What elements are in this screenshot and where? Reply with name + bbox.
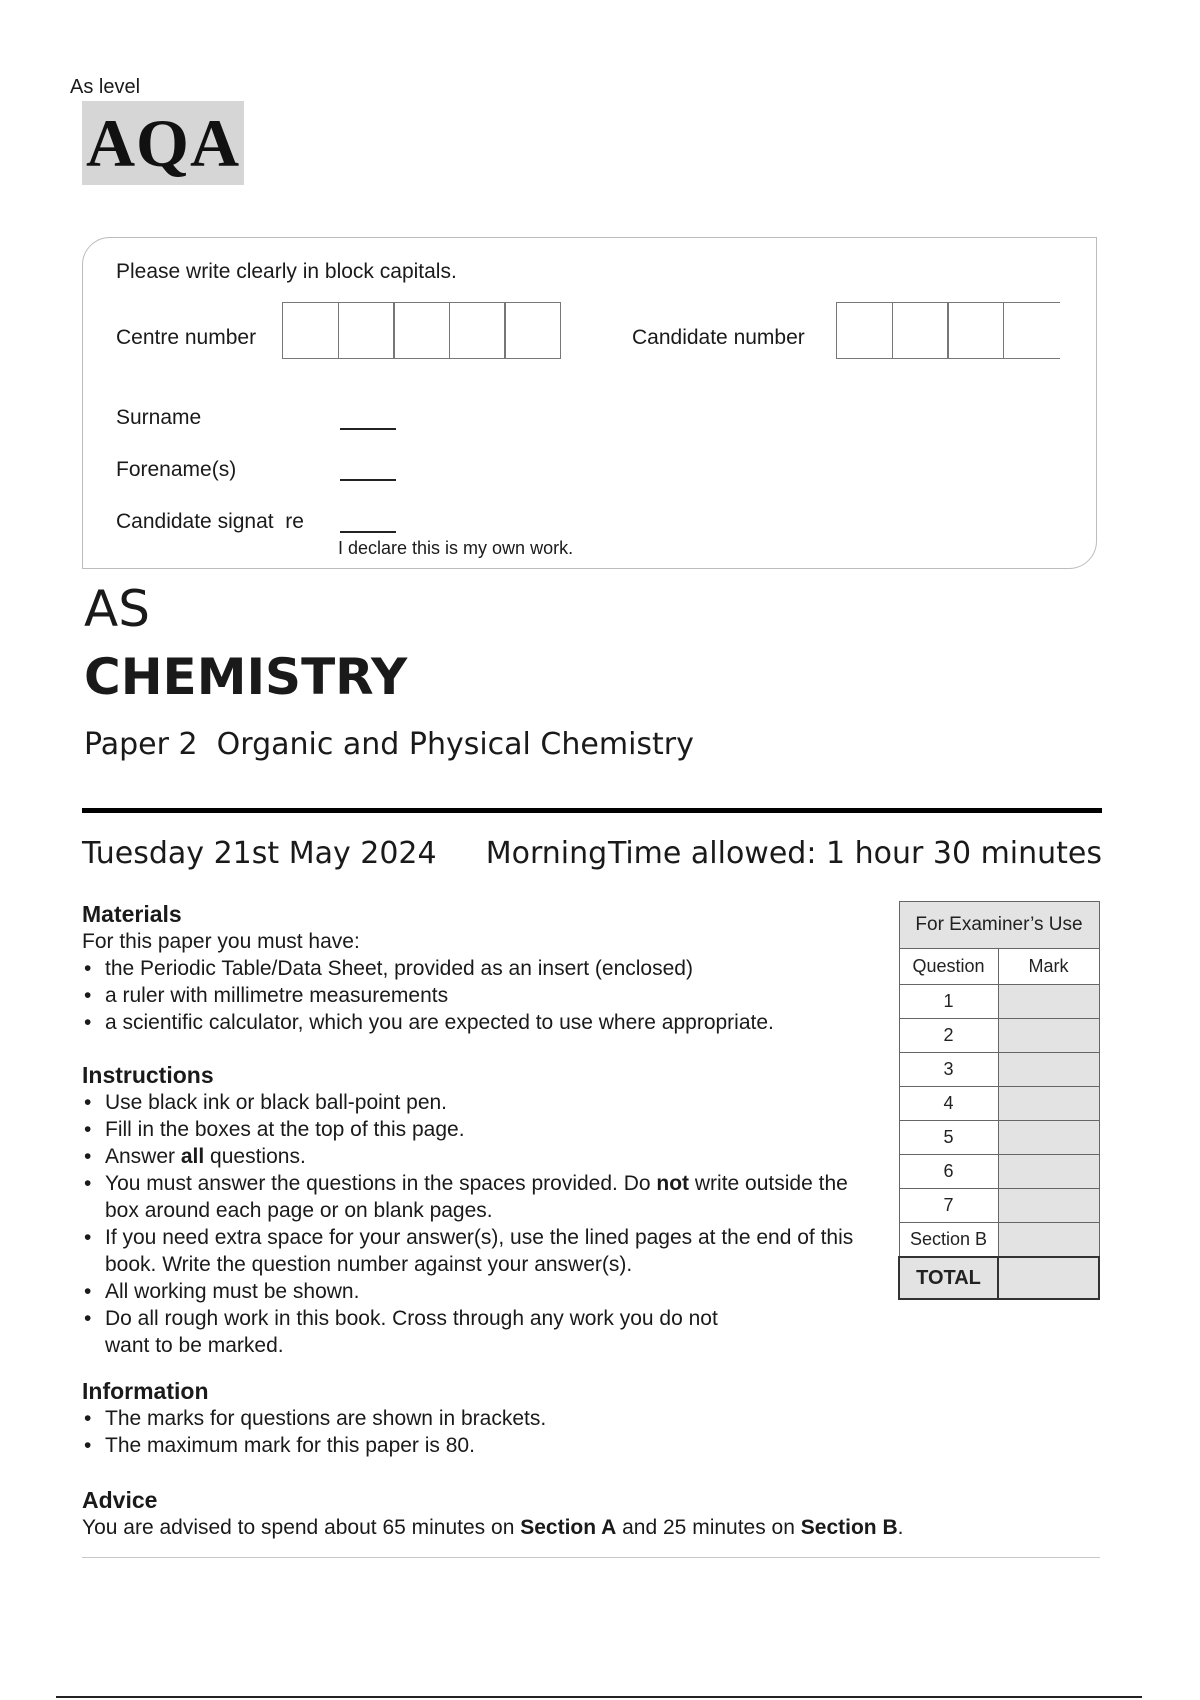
- declaration-text: I declare this is my own work.: [338, 538, 574, 558]
- exam-date: Tuesday 21st May 2024: [82, 836, 437, 871]
- level-label: As level: [70, 76, 141, 98]
- advice-heading: Advice: [82, 1487, 158, 1513]
- information-item: • The marks for questions are shown in brackets.: [82, 1405, 882, 1432]
- candidate-digit-box[interactable]: [892, 302, 949, 359]
- mark-column-header: Mark: [998, 949, 1099, 985]
- subject-title: CHEMISTRY: [84, 648, 408, 706]
- centre-number-label: Centre number: [116, 326, 257, 349]
- examiner-use-table: [898, 901, 1100, 1300]
- signature-label: Candidate signat re: [116, 510, 304, 533]
- question-number: 6: [899, 1155, 998, 1189]
- candidate-digit-box[interactable]: [1003, 302, 1060, 359]
- examiner-table-title: For Examiner’s Use: [899, 902, 1099, 949]
- advice-section: [82, 1486, 1082, 1541]
- block-capitals-instruction: Please write clearly in block capitals.: [116, 260, 457, 283]
- instruction-item: • Fill in the boxes at the top of this page.: [82, 1116, 872, 1143]
- aqa-logo: [82, 101, 244, 185]
- question-number: 2: [899, 1019, 998, 1053]
- footer-divider: [82, 1557, 1100, 1558]
- centre-digit-box[interactable]: [504, 302, 561, 359]
- signature-field[interactable]: [340, 531, 396, 533]
- table-row: [899, 1019, 1099, 1053]
- table-row: [899, 1155, 1099, 1189]
- total-row: [899, 1257, 1099, 1299]
- table-row: [899, 1223, 1099, 1258]
- mark-cell: [998, 985, 1099, 1019]
- question-number: 1: [899, 985, 998, 1019]
- title-divider: [82, 808, 1102, 813]
- instruction-item: • All working must be shown.: [82, 1278, 872, 1305]
- exam-session: Morning: [485, 836, 608, 871]
- centre-digit-box[interactable]: [393, 302, 450, 359]
- mark-cell: [998, 1019, 1099, 1053]
- instruction-item: • Answer all questions.: [82, 1143, 872, 1170]
- candidate-number-label: Candidate number: [632, 326, 805, 349]
- centre-digit-box[interactable]: [338, 302, 395, 359]
- centre-digit-box[interactable]: [282, 302, 339, 359]
- materials-item: • the Periodic Table/Data Sheet, provided as an insert (enclosed): [82, 955, 882, 982]
- question-number: Section B: [899, 1223, 998, 1258]
- surname-label: Surname: [116, 406, 202, 429]
- page-bottom-rule: [56, 1696, 1142, 1698]
- paper-title: Paper 2 Organic and Physical Chemistry: [84, 727, 694, 762]
- instruction-item: • If you need extra space for your answer(s), use the lined pages at the end of this book. Write the question number against your answer(s).: [82, 1224, 872, 1278]
- forenames-label: Forename(s): [116, 458, 237, 481]
- question-number: 4: [899, 1087, 998, 1121]
- question-column-header: Question: [899, 949, 998, 985]
- table-row: [899, 1121, 1099, 1155]
- mark-cell: [998, 1053, 1099, 1087]
- candidate-number-boxes[interactable]: [836, 302, 1058, 359]
- forenames-field[interactable]: [340, 479, 396, 481]
- mark-cell: [998, 1155, 1099, 1189]
- instruction-item: • You must answer the questions in the spaces provided. Do not write outside the box around each page or on blank pages.: [82, 1170, 872, 1224]
- total-mark-cell: [998, 1257, 1099, 1299]
- candidate-digit-box[interactable]: [947, 302, 1004, 359]
- information-heading: Information: [82, 1378, 209, 1404]
- exam-date-line: [82, 836, 607, 871]
- candidate-digit-box[interactable]: [836, 302, 893, 359]
- logo-text: AQA: [85, 105, 241, 181]
- mark-cell: [998, 1121, 1099, 1155]
- materials-item: • a ruler with millimetre measurements: [82, 982, 882, 1009]
- question-number: 5: [899, 1121, 998, 1155]
- materials-item: • a scientific calculator, which you are expected to use where appropriate.: [82, 1009, 882, 1036]
- total-label: TOTAL: [899, 1257, 998, 1299]
- information-section: [82, 1377, 882, 1459]
- instruction-item: • Use black ink or black ball-point pen.: [82, 1089, 872, 1116]
- instructions-section: [82, 1061, 872, 1359]
- materials-heading: Materials: [82, 901, 182, 927]
- advice-text: You are advised to spend about 65 minutes on Section A and 25 minutes on Section B.: [82, 1516, 904, 1539]
- mark-cell: [998, 1223, 1099, 1258]
- table-row: [899, 1189, 1099, 1223]
- materials-intro: For this paper you must have:: [82, 930, 360, 953]
- table-row: [899, 1087, 1099, 1121]
- time-allowed: Time allowed: 1 hour 30 minutes: [607, 836, 1102, 871]
- instruction-item: • Do all rough work in this book. Cross through any work you do not want to be marked.: [82, 1305, 765, 1359]
- centre-digit-box[interactable]: [449, 302, 506, 359]
- instructions-heading: Instructions: [82, 1062, 214, 1088]
- information-item: • The maximum mark for this paper is 80.: [82, 1432, 882, 1459]
- mark-cell: [998, 1087, 1099, 1121]
- question-number: 3: [899, 1053, 998, 1087]
- materials-section: [82, 900, 882, 1036]
- mark-cell: [998, 1189, 1099, 1223]
- question-number: 7: [899, 1189, 998, 1223]
- qualification-level: AS: [84, 580, 150, 638]
- table-row: [899, 1053, 1099, 1087]
- table-row: [899, 985, 1099, 1019]
- surname-field[interactable]: [340, 428, 396, 430]
- centre-number-boxes[interactable]: [282, 302, 560, 359]
